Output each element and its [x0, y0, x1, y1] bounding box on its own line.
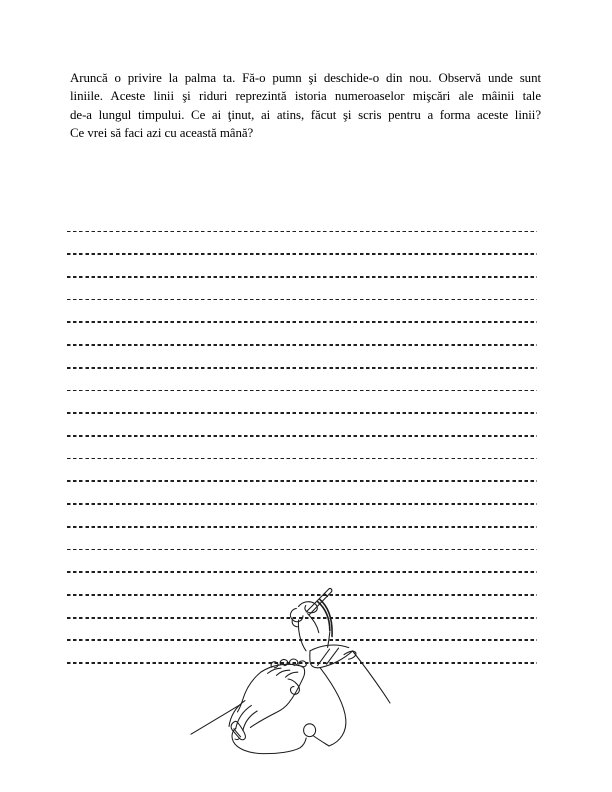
writing-line: [67, 503, 537, 505]
prompt-line: Aruncă o privire la palma ta. Fă-o pumn şi deschide-o din nou. Observă unde sunt: [70, 71, 541, 85]
writing-line: [67, 435, 537, 437]
writing-line: [67, 412, 537, 414]
prompt-line: de-a lungul timpului. Ce ai ţinut, ai atins, făcut şi scris pentru a forma aceste linii?: [70, 107, 541, 122]
writing-line: [67, 367, 537, 369]
writing-line: [67, 299, 537, 301]
writing-line: [67, 321, 537, 323]
writing-line: [67, 526, 537, 528]
writing-line: [67, 480, 537, 482]
forearm-and-loop: [232, 652, 390, 754]
prompt-paragraph: [70, 69, 541, 143]
writing-line: [67, 571, 537, 573]
writing-line: [67, 276, 537, 278]
small-loop: [304, 724, 316, 737]
wrist-cuff-band: [310, 645, 356, 668]
writing-line: [67, 253, 537, 255]
prompt-line: liniile. Aceste linii şi riduri reprezintă istoria numeroaselor mişcări ale mâinii tale: [70, 89, 541, 104]
hands-line-art-illustration: [178, 580, 398, 760]
writing-line: [67, 231, 537, 233]
prompt-line: Ce vrei să faci azi cu această mână?: [70, 126, 254, 141]
writing-line: [67, 549, 537, 551]
sleeve-cuff: [191, 701, 257, 740]
writing-line: [67, 390, 537, 392]
open-hand: [237, 659, 306, 727]
writing-line: [67, 344, 537, 346]
writing-line: [67, 458, 537, 460]
